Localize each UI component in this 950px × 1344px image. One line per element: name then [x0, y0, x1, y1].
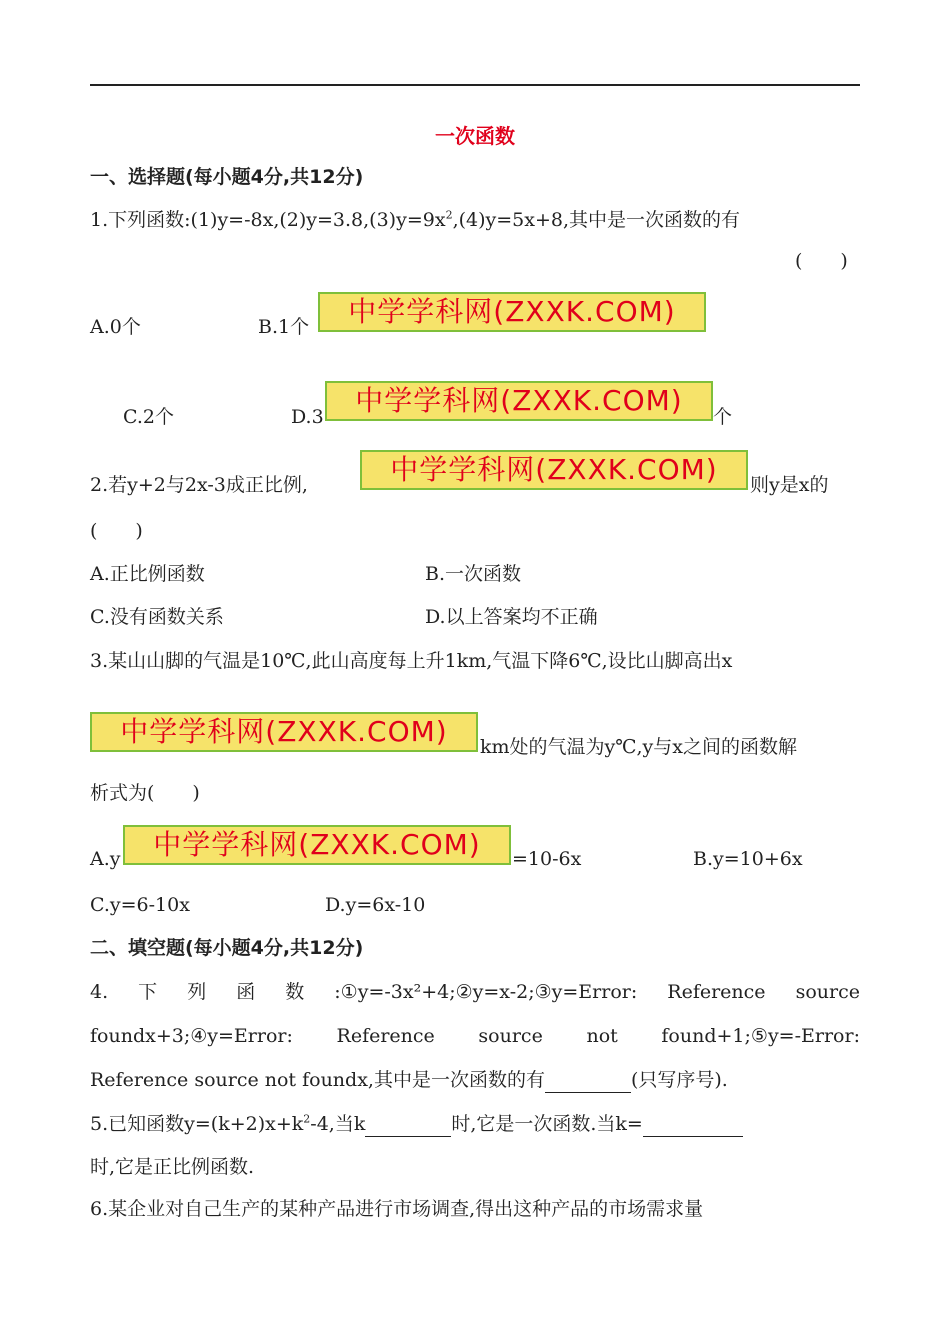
q4-word: 4.: [90, 981, 109, 1003]
q5-superscript: 2: [303, 1112, 311, 1126]
question-2-stem-end: 则y是x的: [750, 474, 829, 496]
q4-word: Reference: [667, 981, 766, 1003]
q2-answer-paren: ( ): [90, 520, 143, 542]
q4-word: foundx+3;④y=Error:: [90, 1025, 293, 1047]
watermark-stamp: 中学学科网(ZXXK.COM): [90, 712, 478, 752]
q5-stem-mid: -4,当k: [310, 1113, 366, 1135]
q4-word: not: [586, 1025, 618, 1047]
watermark-stamp: 中学学科网(ZXXK.COM): [360, 450, 748, 490]
q4-word: Reference: [336, 1025, 435, 1047]
q4-word: :①y=-3x²+4;②y=x-2;③y=Error:: [334, 981, 638, 1003]
question-3-stem: 3.某山山脚的气温是10℃,此山高度每上升1km,气温下降6℃,设比山脚高出x: [90, 650, 733, 672]
q3-option-d: D.y=6x-10: [325, 894, 426, 916]
q4-answer-blank[interactable]: [545, 1092, 631, 1093]
q3-option-b: B.y=10+6x: [693, 848, 803, 870]
q4-line3-text: Reference source not foundx,其中是一次函数的有: [90, 1069, 545, 1091]
q1-superscript: 2: [445, 208, 453, 222]
section-heading-choice: 一、选择题(每小题4分,共12分): [90, 166, 364, 188]
q4-word: 列: [187, 981, 207, 1003]
header-rule: [90, 84, 860, 86]
question-2-stem: 2.若y+2与2x-3成正比例,: [90, 474, 308, 496]
q1-option-c: C.2个: [123, 406, 174, 428]
watermark-stamp: 中学学科网(ZXXK.COM): [325, 381, 713, 421]
q4-word: 数: [285, 981, 305, 1003]
q4-word: found+1;⑤y=-Error:: [661, 1025, 860, 1047]
q1-stem-a: 1.下列函数:(1)y=-8x,(2)y=3.8,(3)y=9x: [90, 209, 446, 231]
q5-stem: 5.已知函数y=(k+2)x+k: [90, 1113, 304, 1135]
q1-option-d-suffix: 个: [713, 406, 733, 428]
question-6-line-1: 6.某企业对自己生产的某种产品进行市场调查,得出这种产品的市场需求量: [90, 1198, 704, 1220]
question-3-stem-3: 析式为( ): [90, 782, 200, 804]
q2-option-a: A.正比例函数: [90, 563, 205, 585]
q4-word: source: [795, 981, 860, 1003]
question-1-stem: [90, 207, 740, 233]
question-5-line-1: [90, 1111, 743, 1137]
q3-option-a-prefix: A.y: [90, 848, 121, 870]
question-4-line-3: [90, 1067, 728, 1093]
q1-option-a: A.0个: [90, 316, 141, 338]
q3-option-a-suffix: =10-6x: [512, 848, 582, 870]
watermark-stamp: 中学学科网(ZXXK.COM): [318, 292, 706, 332]
q5-answer-blank-1[interactable]: [365, 1136, 451, 1137]
question-3-stem-2: km处的气温为y℃,y与x之间的函数解: [480, 736, 798, 758]
q1-stem-b: ,(4)y=5x+8,其中是一次函数的有: [452, 209, 741, 231]
q2-option-d: D.以上答案均不正确: [425, 606, 598, 628]
q5-stem-mid2: 时,它是一次函数.当k=: [451, 1113, 643, 1135]
q2-option-c: C.没有函数关系: [90, 606, 224, 628]
q3-option-c: C.y=6-10x: [90, 894, 190, 916]
document-title: 一次函数: [435, 124, 515, 148]
q4-word: source: [478, 1025, 543, 1047]
question-4-line-1: [90, 979, 860, 1005]
watermark-stamp: 中学学科网(ZXXK.COM): [123, 825, 511, 865]
q4-word: 下: [138, 981, 158, 1003]
q4-word: 函: [236, 981, 256, 1003]
q1-option-d-prefix: D.3: [291, 406, 324, 428]
q1-answer-paren: ( ): [795, 250, 848, 272]
question-4-line-2: [90, 1023, 860, 1049]
q2-option-b: B.一次函数: [425, 563, 522, 585]
q4-line3-suffix: (只写序号).: [630, 1069, 728, 1091]
question-5-line-2: 时,它是正比例函数.: [90, 1156, 255, 1178]
section-heading-fill: 二、填空题(每小题4分,共12分): [90, 937, 364, 959]
q1-option-b: B.1个: [258, 316, 310, 338]
q5-answer-blank-2[interactable]: [643, 1136, 743, 1137]
